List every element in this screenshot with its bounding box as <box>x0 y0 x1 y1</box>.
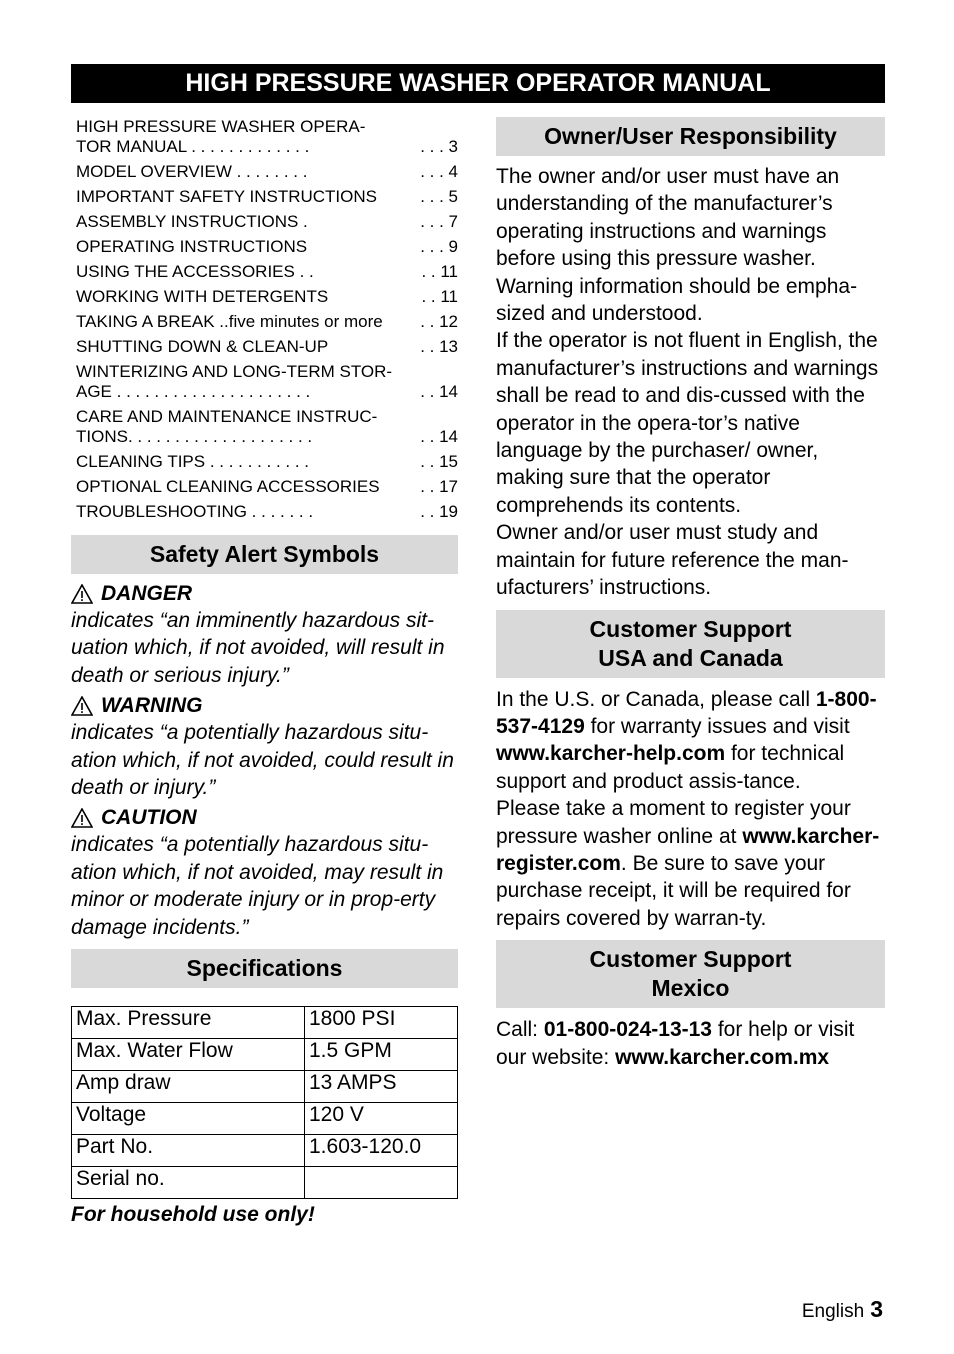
owner-paragraph-2: If the operator is not fluent in English, the manufacturer’s instructions and warnings shall be read to and dis-cussed with the operator in the opera-tor’s native language by the purchaser/ owner, making sure that the operator comprehends its contents. <box>496 329 879 517</box>
warning-label <box>71 692 458 719</box>
spec-label: Serial no. <box>72 1167 305 1199</box>
owner-paragraph-3: Owner and/or user must study and maintain for future reference the man-ufacturers’ instructions. <box>496 521 849 600</box>
toc-entry-title: WORKING WITH DETERGENTS <box>76 287 329 306</box>
support-help-link[interactable]: www.karcher-help.com <box>496 742 726 766</box>
warning-triangle-icon <box>71 584 93 604</box>
household-note: For household use only! <box>71 1203 315 1227</box>
table-of-contents <box>71 117 458 522</box>
toc-entry-title: SHUTTING DOWN & CLEAN-UP <box>76 337 329 356</box>
danger-label <box>71 580 458 607</box>
toc-entry-page: . . 11 <box>421 287 458 306</box>
specifications-table <box>71 1006 458 1199</box>
toc-entry-title: TAKING A BREAK ..five minutes or more <box>76 312 383 331</box>
spec-value: 1800 PSI <box>305 1007 458 1039</box>
toc-entry-page: . . 13 <box>420 337 458 356</box>
toc-entry[interactable] <box>76 452 458 472</box>
warning-text: indicates “a potentially hazardous situ-ation which, if not avoided, could result in death or injury.” <box>71 721 454 800</box>
left-column <box>71 117 458 1227</box>
warning-triangle-icon <box>71 696 93 716</box>
toc-entry[interactable] <box>76 117 458 157</box>
toc-entry[interactable] <box>76 312 458 332</box>
toc-entry-page: . . . 4 <box>420 162 458 181</box>
spec-value: 13 AMPS <box>305 1071 458 1103</box>
page-title: HIGH PRESSURE WASHER OPERATOR MANUAL <box>71 64 885 103</box>
support-us-text: for technical support and product assis-tance. <box>496 742 845 793</box>
table-row <box>72 1167 458 1199</box>
spec-label: Amp draw <box>72 1071 305 1103</box>
specs-heading: Specifications <box>71 949 458 988</box>
table-row <box>72 1103 458 1135</box>
warning-triangle-icon <box>71 808 93 828</box>
safety-heading: Safety Alert Symbols <box>71 535 458 574</box>
toc-entry[interactable] <box>76 162 458 182</box>
table-row <box>72 1135 458 1167</box>
toc-entry-title: MODEL OVERVIEW . . . . . . . . <box>76 162 308 181</box>
warning-block <box>71 692 458 801</box>
toc-entry-page: . . . 5 <box>420 187 458 206</box>
owner-paragraph-1: The owner and/or user must have an understanding of the manufacturer’s operating instructions and warnings before using this pressure washer. Warning information should be empha-sized and understood. <box>496 165 858 326</box>
support-us-heading-line2: USA and Canada <box>598 644 783 671</box>
support-us-paragraph-2 <box>496 795 885 932</box>
toc-entry-page: . . 17 <box>420 477 458 496</box>
toc-entry-title: CLEANING TIPS . . . . . . . . . . . <box>76 452 310 471</box>
support-us-heading <box>496 610 885 678</box>
support-mx-heading-line1: Customer Support <box>589 946 792 973</box>
mexico-website-link[interactable]: www.karcher.com.mx <box>615 1045 830 1069</box>
warning-label-text: WARNING <box>101 694 203 718</box>
right-column <box>496 117 885 1071</box>
toc-entry-page: . . 15 <box>420 452 458 471</box>
table-row <box>72 1071 458 1103</box>
spec-label: Max. Water Flow <box>72 1039 305 1071</box>
caution-label-text: CAUTION <box>101 806 197 830</box>
toc-entry-title: WINTERIZING AND LONG-TERM STOR- AGE . . . . . . . . . . . . . . . . . . . . . <box>76 362 393 401</box>
support-mx-heading <box>496 940 885 1008</box>
toc-entry[interactable] <box>76 212 458 232</box>
spec-value: 1.603-120.0 <box>305 1135 458 1167</box>
register-link[interactable]: www.karcher-register.com <box>496 824 880 875</box>
support-mx-text: for help or visit our website: <box>496 1018 855 1069</box>
danger-block <box>71 580 458 689</box>
toc-entry[interactable] <box>76 187 458 207</box>
toc-entry-page: . . 19 <box>420 502 458 521</box>
toc-entry-page: . . 14 <box>420 382 458 401</box>
caution-label <box>71 804 458 831</box>
spec-label: Part No. <box>72 1135 305 1167</box>
toc-entry-title: USING THE ACCESSORIES . . <box>76 262 314 281</box>
toc-entry[interactable] <box>76 407 458 447</box>
danger-text: indicates “an imminently hazardous sit-uation which, if not avoided, will result in death or serious injury.” <box>71 609 445 687</box>
toc-entry-page: . . . 9 <box>420 237 458 256</box>
toc-entry-title: TROUBLESHOOTING . . . . . . . <box>76 502 314 521</box>
page-number: 3 <box>870 1296 883 1322</box>
toc-entry[interactable] <box>76 362 458 402</box>
toc-entry-title: CARE AND MAINTENANCE INSTRUC- TIONS. . . . . . . . . . . . . . . . . . . . <box>76 407 378 446</box>
toc-entry[interactable] <box>76 237 458 257</box>
toc-entry[interactable] <box>76 502 458 522</box>
toc-entry-title: IMPORTANT SAFETY INSTRUCTIONS <box>76 187 377 206</box>
support-us-heading-line1: Customer Support <box>589 615 792 642</box>
support-us-paragraph-1 <box>496 686 885 796</box>
support-mx-paragraph <box>496 1016 885 1071</box>
spec-label: Max. Pressure <box>72 1007 305 1039</box>
support-us-text: In the U.S. or Canada, please call <box>496 687 816 711</box>
spec-value: 1.5 GPM <box>305 1039 458 1071</box>
caution-block <box>71 804 458 941</box>
toc-entry[interactable] <box>76 262 458 282</box>
support-us-text: for warranty issues and visit <box>584 714 850 738</box>
support-us-text: . Be sure to save your purchase receipt, it will be required for repairs covered by warran-ty. <box>496 851 851 930</box>
toc-entry-page: . . 12 <box>420 312 458 331</box>
owner-heading: Owner/User Responsibility <box>496 117 885 156</box>
danger-label-text: DANGER <box>101 582 193 605</box>
table-row <box>72 1007 458 1039</box>
toc-entry[interactable] <box>76 337 458 357</box>
support-mx-text: Call: <box>496 1018 544 1042</box>
toc-entry[interactable] <box>76 287 458 307</box>
toc-entry-page: . . . 3 <box>420 137 458 156</box>
table-row <box>72 1039 458 1071</box>
toc-entry-page: . . 11 <box>421 262 458 281</box>
support-mx-heading-line2: Mexico <box>651 975 730 1002</box>
toc-entry-title: ASSEMBLY INSTRUCTIONS . <box>76 212 308 231</box>
toc-entry-page: . . 14 <box>420 427 458 446</box>
toc-entry-page: . . . 7 <box>420 212 458 231</box>
page-footer <box>802 1296 883 1323</box>
toc-entry-title: HIGH PRESSURE WASHER OPERA- TOR MANUAL . . . . . . . . . . . . . <box>76 117 366 156</box>
support-mx-phone: 01-800-024-13-13 <box>543 1018 712 1042</box>
toc-entry-title: OPERATING INSTRUCTIONS <box>76 237 308 256</box>
footer-language: English <box>801 1301 865 1322</box>
toc-entry-title: OPTIONAL CLEANING ACCESSORIES <box>76 477 380 496</box>
spec-value: 120 V <box>305 1103 458 1135</box>
spec-label: Voltage <box>72 1103 305 1135</box>
support-us-phone: 1-800-537-4129 <box>496 687 877 738</box>
spec-value <box>305 1167 458 1199</box>
toc-entry[interactable] <box>76 477 458 497</box>
support-us-text: Please take a moment to register your pressure washer online at <box>496 797 851 848</box>
caution-text: indicates “a potentially hazardous situ-ation which, if not avoided, may result in minor or moderate injury or in prop-erty damage incidents.” <box>71 833 444 939</box>
